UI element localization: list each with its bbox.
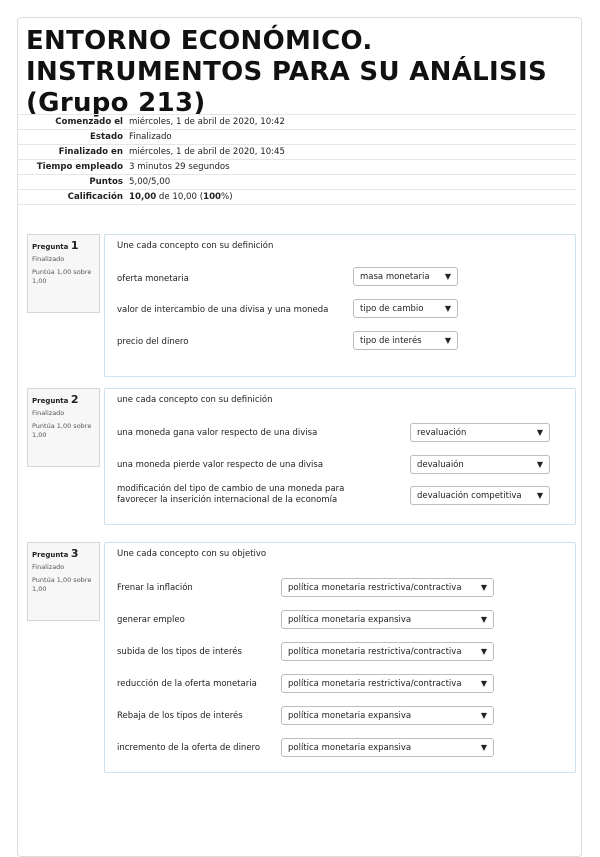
question-grade: Puntúa 1,00 sobre 1,00 xyxy=(32,268,92,285)
answer-select[interactable] xyxy=(281,706,494,725)
question-text: Une cada concepto con su definición xyxy=(117,241,274,251)
dropdown-arrow-icon: ▼ xyxy=(480,679,487,688)
dropdown-arrow-icon: ▼ xyxy=(444,304,451,313)
dropdown-arrow-icon: ▼ xyxy=(536,491,543,500)
match-row xyxy=(117,333,188,352)
question-state: Finalizado xyxy=(32,563,65,571)
question-state: Finalizado xyxy=(32,255,65,263)
summary-label: Estado xyxy=(18,130,126,145)
summary-value: 5,00/5,00 xyxy=(126,175,576,190)
question-3-content xyxy=(104,542,576,773)
question-1-content xyxy=(104,234,576,377)
dropdown-arrow-icon: ▼ xyxy=(536,428,543,437)
match-row xyxy=(117,301,328,320)
summary-row-points xyxy=(18,175,576,190)
dropdown-arrow-icon: ▼ xyxy=(480,583,487,592)
answer-select[interactable] xyxy=(353,267,458,286)
attempt-summary-table xyxy=(18,114,576,205)
answer-select[interactable] xyxy=(353,299,458,318)
question-grade: Puntúa 1,00 sobre 1,00 xyxy=(32,576,92,593)
match-label: una moneda gana valor respecto de una divisa xyxy=(117,428,318,438)
match-label: oferta monetaria xyxy=(117,274,189,284)
summary-value: miércoles, 1 de abril de 2020, 10:45 xyxy=(126,145,576,160)
selected-option: política monetaria expansiva xyxy=(288,742,412,753)
selected-option: política monetaria expansiva xyxy=(288,710,412,721)
selected-option: política monetaria restrictiva/contractiva xyxy=(288,678,462,689)
match-row xyxy=(117,484,377,506)
summary-value: 3 minutos 29 segundos xyxy=(126,160,576,175)
summary-row-finished xyxy=(18,145,576,160)
match-label: Rebaja de los tipos de interés xyxy=(117,711,243,721)
match-label: precio del dinero xyxy=(117,337,189,347)
question-number-value: 1 xyxy=(70,239,79,252)
match-label: modificación del tipo de cambio de una moneda para favorecer la inserición internacional de la economía xyxy=(117,484,345,505)
dropdown-arrow-icon: ▼ xyxy=(480,647,487,656)
match-row xyxy=(117,739,260,758)
answer-select[interactable] xyxy=(410,455,550,474)
selected-option: política monetaria expansiva xyxy=(288,614,412,625)
question-text: Une cada concepto con su objetivo xyxy=(117,549,267,559)
question-grade: Puntúa 1,00 sobre 1,00 xyxy=(32,422,92,439)
summary-label: Tiempo empleado xyxy=(18,160,126,175)
match-label: reducción de la oferta monetaria xyxy=(117,679,257,689)
selected-option: política monetaria restrictiva/contractiva xyxy=(288,582,462,593)
dropdown-arrow-icon: ▼ xyxy=(480,711,487,720)
summary-row-started xyxy=(18,115,576,130)
summary-value: Finalizado xyxy=(126,130,576,145)
question-1-info xyxy=(27,234,100,313)
question-number-value: 3 xyxy=(70,547,79,560)
match-row xyxy=(117,456,323,475)
dropdown-arrow-icon: ▼ xyxy=(480,615,487,624)
answer-select[interactable] xyxy=(410,423,550,442)
dropdown-arrow-icon: ▼ xyxy=(444,336,451,345)
summary-row-state xyxy=(18,130,576,145)
match-row xyxy=(117,579,193,598)
summary-row-time-taken xyxy=(18,160,576,175)
dropdown-arrow-icon: ▼ xyxy=(480,743,487,752)
answer-select[interactable] xyxy=(281,578,494,597)
question-number xyxy=(32,239,95,252)
grade-middle: de 10,00 ( xyxy=(156,192,204,202)
match-label: incremento de la oferta de dinero xyxy=(117,743,261,753)
question-word: Pregunta xyxy=(32,551,69,559)
question-2-info xyxy=(27,388,100,467)
answer-select[interactable] xyxy=(281,642,494,661)
match-label: subida de los tipos de interés xyxy=(117,647,242,657)
summary-value xyxy=(126,190,576,205)
summary-value: miércoles, 1 de abril de 2020, 10:42 xyxy=(126,115,576,130)
grade-end: %) xyxy=(221,192,233,202)
dropdown-arrow-icon: ▼ xyxy=(444,272,451,281)
selected-option: tipo de cambio xyxy=(360,303,424,314)
grade-percent: 100 xyxy=(203,192,222,202)
summary-label: Calificación xyxy=(18,190,126,205)
quiz-review-page xyxy=(17,17,582,857)
question-word: Pregunta xyxy=(32,243,69,251)
match-row xyxy=(117,424,317,443)
match-label: una moneda pierde valor respecto de una divisa xyxy=(117,460,324,470)
answer-select[interactable] xyxy=(281,610,494,629)
selected-option: masa monetaria xyxy=(360,271,430,282)
summary-label: Comenzado el xyxy=(18,115,126,130)
selected-option: devaluación competitiva xyxy=(417,490,522,501)
match-row xyxy=(117,675,257,694)
answer-select[interactable] xyxy=(281,674,494,693)
match-label: Frenar la inflación xyxy=(117,583,193,593)
dropdown-arrow-icon: ▼ xyxy=(536,460,543,469)
question-number xyxy=(32,393,95,406)
question-text: une cada concepto con su definición xyxy=(117,395,273,405)
answer-select[interactable] xyxy=(281,738,494,757)
selected-option: tipo de interés xyxy=(360,335,422,346)
match-row xyxy=(117,611,185,630)
match-row xyxy=(117,270,189,289)
answer-select[interactable] xyxy=(410,486,550,505)
selected-option: devaluaión xyxy=(417,459,464,470)
question-3-info xyxy=(27,542,100,621)
selected-option: política monetaria restrictiva/contractiva xyxy=(288,646,462,657)
question-word: Pregunta xyxy=(32,397,69,405)
summary-label: Finalizado en xyxy=(18,145,126,160)
page-title: ENTORNO ECONÓMICO. INSTRUMENTOS PARA SU ANÁLISIS (Grupo 213) xyxy=(26,26,547,118)
grade-value: 10,00 xyxy=(129,192,157,202)
match-label: valor de intercambio de una divisa y una moneda xyxy=(117,305,329,315)
summary-label: Puntos xyxy=(18,175,126,190)
selected-option: revaluación xyxy=(417,427,467,438)
question-number xyxy=(32,547,95,560)
match-label: generar empleo xyxy=(117,615,185,625)
match-row xyxy=(117,707,243,726)
summary-row-grade xyxy=(18,190,576,205)
answer-select[interactable] xyxy=(353,331,458,350)
match-row xyxy=(117,643,242,662)
question-state: Finalizado xyxy=(32,409,65,417)
question-number-value: 2 xyxy=(70,393,79,406)
question-2-content xyxy=(104,388,576,525)
